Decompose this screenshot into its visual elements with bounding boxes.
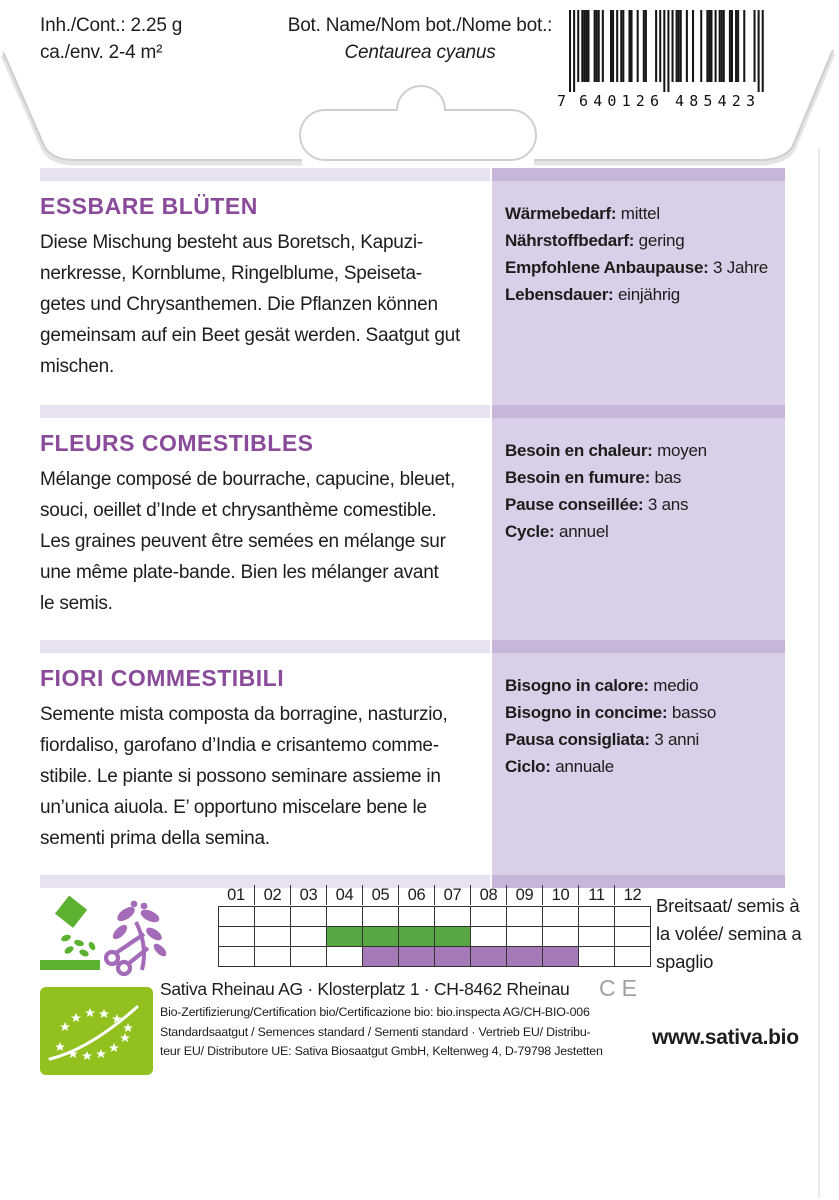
section-divider-light <box>40 640 490 653</box>
calendar-cell <box>579 927 615 947</box>
facts-box-italian <box>492 653 785 875</box>
certification-line: Standardsaatgut / Semences standard / Sementi standard · Vertrieb EU/ Distribu- <box>160 1024 591 1039</box>
calendar-sowing-cell <box>435 927 471 947</box>
fact-label: Besoin en chaleur: <box>505 441 653 460</box>
fact-value: gering <box>638 231 685 250</box>
calendar-cell <box>363 907 399 927</box>
fact-value: annuel <box>559 522 609 541</box>
body-line: Les graines peuvent être semées en mélange sur <box>40 531 446 552</box>
facts-box-german <box>492 181 785 405</box>
coverage-area: ca./env. 2-4 m² <box>40 42 163 63</box>
section-title: FIORI COMMESTIBILI <box>40 665 285 691</box>
month-label: 10 <box>542 885 578 905</box>
month-label: 08 <box>470 885 506 905</box>
body-line: nerkresse, Kornblume, Ringelblume, Speiseta- <box>40 263 422 284</box>
fact-row <box>505 437 779 464</box>
fact-label: Bisogno in calore: <box>505 676 649 695</box>
calendar-cell <box>615 947 651 967</box>
scissors-plant-harvest-icon <box>106 901 168 974</box>
fact-row <box>505 726 779 753</box>
body-line: Diese Mischung besteht aus Boretsch, Kapuzi- <box>40 232 423 253</box>
calendar-cell <box>255 907 291 927</box>
botanical-name-block <box>250 12 590 66</box>
calendar-sowing-cell <box>363 927 399 947</box>
note-line: spaglio <box>656 951 714 972</box>
facts-box-french <box>492 418 785 640</box>
calendar-cell <box>327 947 363 967</box>
certification-line: Bio-Zertifizierung/Certification bio/Certificazione bio: bio.inspecta AG/CH-BIO-006 <box>160 1005 590 1019</box>
month-label: 09 <box>506 885 542 905</box>
calendar-cell <box>471 907 507 927</box>
calendar-harvest-cell <box>471 947 507 967</box>
ce-mark: CE <box>599 975 643 1001</box>
fact-value: bas <box>654 468 682 487</box>
calendar-cell <box>399 907 435 927</box>
fact-value: 3 anni <box>654 730 700 749</box>
body-line: gemeinsam auf ein Beet gesät werden. Saatgut gut <box>40 325 460 346</box>
fact-label: Wärmebedarf: <box>505 204 617 223</box>
calendar-cell <box>543 907 579 927</box>
body-line: le semis. <box>40 593 113 614</box>
svg-text:7: 7 <box>557 92 567 110</box>
month-label: 05 <box>362 885 398 905</box>
fact-value: mittel <box>620 204 660 223</box>
section-divider-dark <box>492 168 785 181</box>
month-label: 04 <box>326 885 362 905</box>
fact-value: 3 ans <box>647 495 689 514</box>
fact-value: medio <box>653 676 699 695</box>
calendar-harvest-cell <box>543 947 579 967</box>
svg-text:640126: 640126 <box>579 92 659 110</box>
body-line: un’unica aiuola. E’ opportuno miscelare bene le <box>40 797 427 818</box>
fact-label: Ciclo: <box>505 757 551 776</box>
body-line: fiordaliso, garofano d’India e crisantemo comme- <box>40 735 439 756</box>
calendar-harvest-cell <box>363 947 399 967</box>
fact-value: moyen <box>657 441 707 460</box>
section-title: ESSBARE BLÜTEN <box>40 193 258 219</box>
calendar-cell <box>615 927 651 947</box>
calendar-harvest-cell <box>507 947 543 967</box>
calendar-sowing-cell <box>399 927 435 947</box>
fact-row <box>505 753 779 780</box>
month-label: 02 <box>254 885 290 905</box>
month-label: 07 <box>434 885 470 905</box>
sowing-harvest-icons <box>38 896 178 980</box>
calendar-cell <box>579 947 615 967</box>
section-divider-dark <box>492 405 785 418</box>
calendar-cell <box>615 907 651 927</box>
botanical-name: Centaurea cyanus <box>344 42 496 63</box>
fact-label: Bisogno in concime: <box>505 703 668 722</box>
month-label: 12 <box>614 885 650 905</box>
month-label: 06 <box>398 885 434 905</box>
body-line: sementi prima della semina. <box>40 828 270 849</box>
fact-label: Lebensdauer: <box>505 285 614 304</box>
fact-row <box>505 200 779 227</box>
section-divider-light <box>40 405 490 418</box>
note-line: la volée/ semina a <box>656 923 802 944</box>
fact-label: Nährstoffbedarf: <box>505 231 635 250</box>
website-url: www.sativa.bio <box>652 1026 799 1049</box>
calendar-cell <box>291 907 327 927</box>
fact-row <box>505 699 779 726</box>
eu-organic-leaf-logo <box>40 987 153 1075</box>
fact-row <box>505 491 779 518</box>
fact-row <box>505 227 779 254</box>
section-title: FLEURS COMESTIBLES <box>40 430 314 456</box>
fact-row <box>505 464 779 491</box>
calendar-harvest-cell <box>399 947 435 967</box>
body-line: souci, oeillet d’Inde et chrysanthème comestible. <box>40 500 437 521</box>
calendar-sowing-cell <box>327 927 363 947</box>
fact-row <box>505 518 779 545</box>
fact-row <box>505 672 779 699</box>
sowing-calendar-grid <box>218 906 651 967</box>
body-line: une même plate-bande. Bien les mélanger avant <box>40 562 439 583</box>
svg-text:485423: 485423 <box>675 92 755 110</box>
section-french <box>40 418 496 619</box>
section-divider-light <box>40 168 490 181</box>
section-italian <box>40 653 496 854</box>
calendar-cell <box>471 927 507 947</box>
ean13-barcode <box>556 8 778 112</box>
body-line: Mélange composé de bourrache, capucine, bleuet, <box>40 469 455 490</box>
calendar-cell <box>579 907 615 927</box>
section-divider-dark <box>492 640 785 653</box>
fact-label: Besoin en fumure: <box>505 468 650 487</box>
month-label: 01 <box>227 886 245 904</box>
body-line: mischen. <box>40 356 115 377</box>
calendar-cell <box>507 907 543 927</box>
fact-row <box>505 254 779 281</box>
calendar-cell <box>291 947 327 967</box>
calendar-cell <box>543 927 579 947</box>
certification-block <box>160 1003 603 1062</box>
calendar-cell <box>219 947 255 967</box>
calendar-cell <box>219 927 255 947</box>
botanical-name-label: Bot. Name/Nom bot./Nome bot.: <box>287 15 553 36</box>
fact-row <box>505 281 779 308</box>
note-line: Breitsaat/ semis à <box>656 895 800 916</box>
section-german <box>40 181 496 382</box>
calendar-harvest-cell <box>435 947 471 967</box>
calendar-cell <box>327 907 363 927</box>
content-amount-block <box>40 12 182 66</box>
body-line: stibile. Le piante si possono seminare assieme in <box>40 766 441 787</box>
content-amount: Inh./Cont.: 2.25 g <box>40 15 183 36</box>
calendar-cell <box>291 927 327 947</box>
seed-sowing-icon <box>40 896 100 970</box>
calendar-cell <box>219 907 255 927</box>
fact-value: einjährig <box>617 285 680 304</box>
fact-value: annuale <box>555 757 614 776</box>
body-line: getes und Chrysanthemen. Die Pflanzen können <box>40 294 438 315</box>
fact-value: basso <box>671 703 717 722</box>
fact-label: Pausa consigliata: <box>505 730 650 749</box>
calendar-month-header <box>218 885 650 905</box>
fact-label: Empfohlene Anbaupause: <box>505 258 709 277</box>
month-label: 11 <box>578 885 614 905</box>
body-line: Semente mista composta da borragine, nasturzio, <box>40 704 448 725</box>
fact-label: Cycle: <box>505 522 555 541</box>
calendar-cell <box>255 947 291 967</box>
calendar-cell <box>507 927 543 947</box>
fact-value: 3 Jahre <box>713 258 768 277</box>
fact-label: Pause conseillée: <box>505 495 644 514</box>
month-label: 03 <box>290 885 326 905</box>
euro-hang-slot <box>300 86 536 160</box>
certification-line: teur EU/ Distributore UE: Sativa Biosaatgut GmbH, Keltenweg 4, D-79798 Jestetten <box>160 1044 603 1058</box>
company-address-line: Sativa Rheinau AG · Klosterplatz 1 · CH-8462 Rheinau <box>160 979 570 999</box>
sowing-method-note <box>656 892 816 976</box>
calendar-cell <box>435 907 471 927</box>
calendar-cell <box>255 927 291 947</box>
